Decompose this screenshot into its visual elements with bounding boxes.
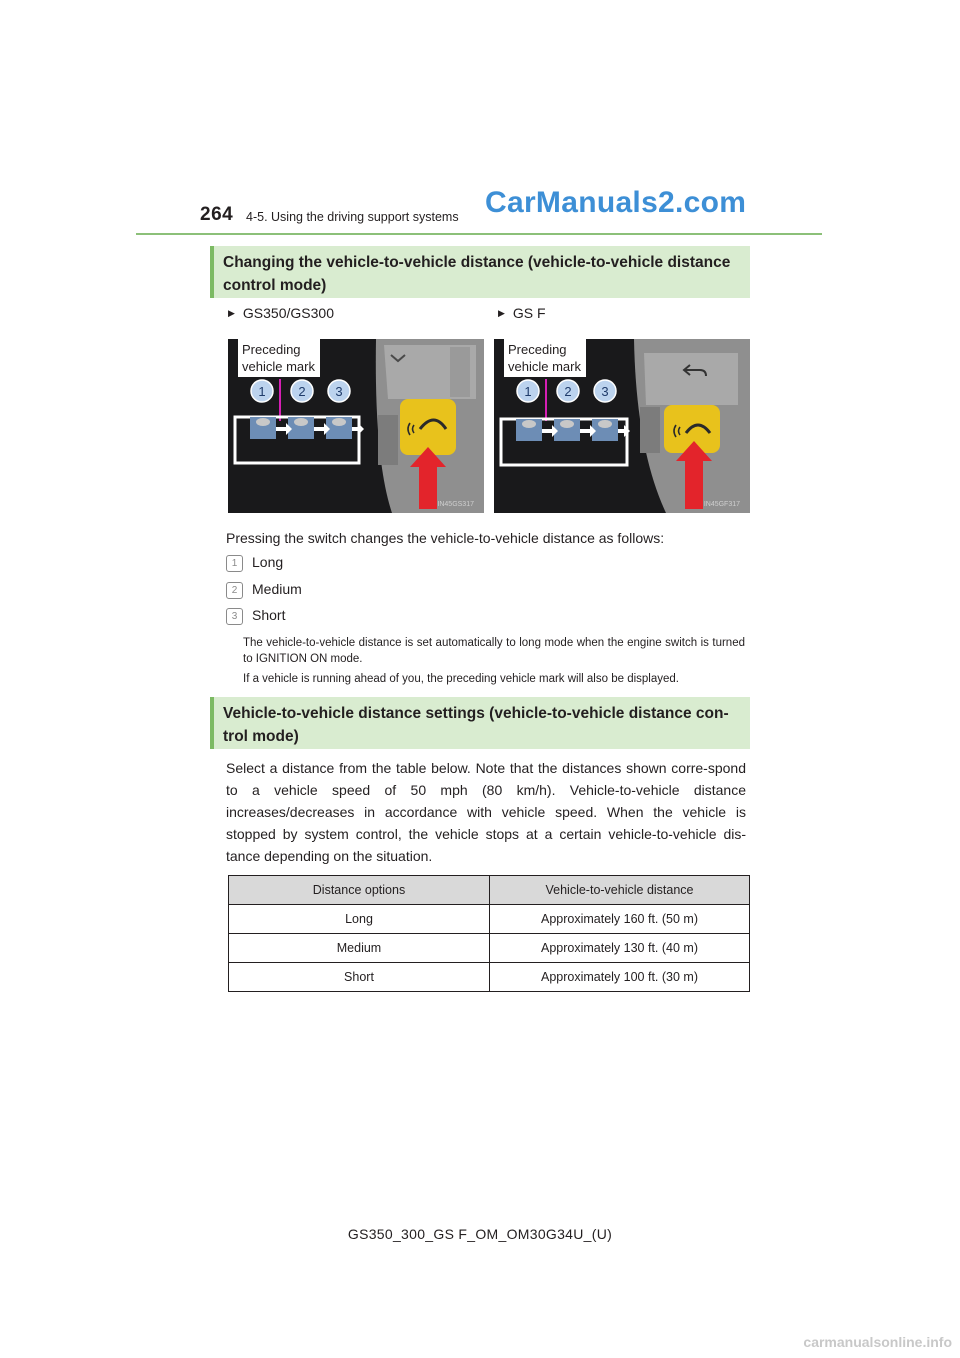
preceding-vehicle-callout [238, 339, 320, 377]
footer-site-link[interactable]: carmanualsonline.info [803, 1334, 952, 1350]
svg-text:2: 2 [564, 384, 572, 399]
steering-switch-illustration-gsf [494, 339, 750, 513]
bullet-triangle-icon: ▶ [228, 308, 235, 318]
table-cell: Long [229, 905, 490, 934]
table-row [229, 905, 750, 934]
table-cell: Medium [229, 934, 490, 963]
list-item-long [226, 554, 283, 572]
document-code-footer: GS350_300_GS F_OM_OM30G34U_(U) [347, 1226, 613, 1242]
header-rule [136, 233, 822, 235]
list-item-label: Long [252, 554, 284, 570]
list-item-label: Short [252, 607, 286, 623]
svg-text:3: 3 [335, 384, 343, 399]
variant-label-text: GS F [512, 305, 546, 321]
step-number-badge: 3 [226, 608, 243, 625]
svg-text:3: 3 [601, 384, 609, 399]
callout-line-2: vehicle mark [508, 359, 581, 374]
image-code: IN45GS317 [437, 501, 474, 508]
page-number: 264 [200, 204, 234, 225]
column-header: Distance options [229, 876, 490, 905]
preceding-vehicle-callout [504, 339, 586, 377]
table-row [229, 934, 750, 963]
steering-switch-illustration-gs350 [228, 339, 484, 513]
distance-table [228, 875, 750, 992]
variant-label-text: GS350/GS300 [242, 305, 334, 321]
table-cell: Approximately 160 ft. (50 m) [490, 905, 750, 934]
section-header-changing-distance: Changing the vehicle-to-vehicle distance (vehicle-to-vehicle distance control mode) [210, 246, 750, 298]
table-cell: Short [229, 963, 490, 992]
column-header: Vehicle-to-vehicle distance [490, 876, 750, 905]
table-cell: Approximately 100 ft. (30 m) [490, 963, 750, 992]
table-row [229, 963, 750, 992]
table-cell: Approximately 130 ft. (40 m) [490, 934, 750, 963]
svg-text:1: 1 [524, 384, 532, 399]
step-number-badge: 1 [226, 555, 243, 572]
bullet-triangle-icon: ▶ [498, 308, 505, 318]
callout-line-1: Preceding [242, 342, 301, 357]
callout-line-2: vehicle mark [242, 359, 315, 374]
list-item-label: Medium [252, 581, 302, 597]
variant-label-gsf [498, 305, 546, 321]
step-number-badge: 2 [226, 582, 243, 599]
variant-label-gs350 [228, 305, 334, 321]
note-preceding-mark: If a vehicle is running ahead of you, the preceding vehicle mark will also be displayed. [243, 673, 679, 685]
list-item-medium [226, 581, 302, 599]
callout-line-1: Preceding [508, 342, 567, 357]
svg-text:1: 1 [258, 384, 266, 399]
svg-text:2: 2 [298, 384, 306, 399]
image-code: IN45GF317 [703, 501, 740, 508]
distance-settings-body: Select a distance from the table below. Note that the distances shown corre-spond to a vehicle speed of 50 mph (80 km/h). Vehicle-to-vehicle distance increases/decreases in accordance with vehicle speed. When the vehicle is stopped by system control, the vehicle stops at a certain vehicle-to-vehicle dis-tance depending on the situation. [226, 760, 746, 864]
switch-intro-text: Pressing the switch changes the vehicle-to-vehicle distance as follows: [226, 530, 665, 546]
note-auto-long-mode: The vehicle-to-vehicle distance is set automatically to long mode when the engine switch is turned to IGNITION ON mode. [243, 637, 745, 665]
table-header-row [229, 876, 750, 905]
watermark-logo[interactable]: CarManuals2.com [485, 186, 747, 219]
section-title: 4-5. Using the driving support systems [246, 210, 459, 224]
list-item-short [226, 607, 285, 625]
section-header-distance-settings: Vehicle-to-vehicle distance settings (vehicle-to-vehicle distance con-trol mode) [210, 697, 750, 749]
